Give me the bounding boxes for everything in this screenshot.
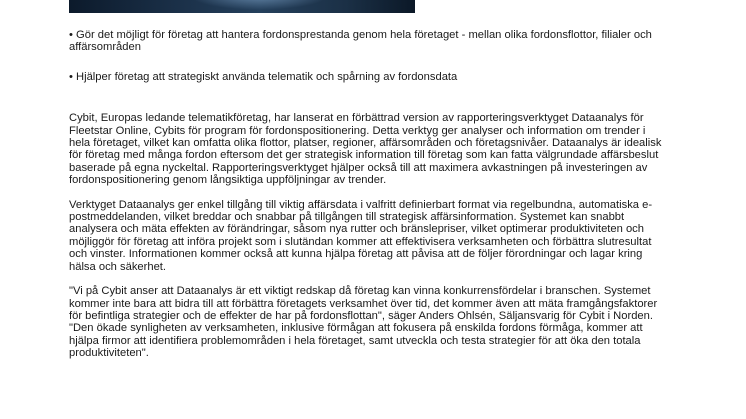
bullet-item: • Hjälper företag att strategiskt använda telematik och spårning av fordonsdata <box>69 70 458 83</box>
article-body <box>69 29 669 372</box>
header-photo <box>69 0 415 13</box>
header-photo-highlight <box>189 0 329 10</box>
paragraph: Verktyget Dataanalys ger enkel tillgång till viktig affärsdata i valfritt definierbart format via regelbundna, automatiska e-postmeddelanden, vilket breddar och snabbar på tillgången till strategisk affärsinformation. Systemet kan snabbt analysera och mäta effekten av förändringar, såsom nya rutter och bränslepriser, vilket optimerar produktiviteten och möjliggör för företag att införa projekt som i slutändan kommer att effektivisera verksamheten och förbättra slutresultat och vinster. Informationen kommer också att kunna hjälpa företag att påvisa att de följer förordningar och lagar kring hälsa och säkerhet. <box>69 198 653 273</box>
quote-paragraph: "Vi på Cybit anser att Dataanalys är ett viktigt redskap då företag kan vinna konkurrensfördelar i branschen. Systemet kommer inte bara att bidra till att förbättra företagets verksamhet över tid, det kommer även att mäta framgångsfaktorer för befintliga strategier och de effekter de har på fordonsflottan", säger Anders Ohlsén, Säljansvarig för Cybit i Norden. "Den ökade synligheten av verksamheten, inklusive förmågan att fokusera på enskilda fordons förmåga, kommer att hjälpa firmor att identifiera problemområden i hela företaget, samt utveckla och testa strategier för att öka den totala produktiviteten". <box>69 285 658 360</box>
paragraph: Cybit, Europas ledande telematikföretag, har lanserat en förbättrad version av rapporteringsverktyget Dataanalys för Fleetstar Online, Cybits för program för fordonspositionering. Detta verktyg ger analyser och information om trender i hela företaget, vilket kan omfatta olika flottor, platser, regioner, affärsområden och företagsnivåer. Dataanalys är idealisk för företag med många fordon eftersom det ger strategisk information till företag som kan fatta välgrundade affärsbeslut baserade på egna nyckeltal. Rapporteringsverktyget hjälper också till att maximera avkastningen på investeringen av fordonspositionering genom långsiktiga uppföljningar av trender. <box>69 112 662 187</box>
bullet-item: • Gör det möjligt för företag att hantera fordonsprestanda genom hela företaget - mellan olika fordonsflottor, filialer och affärsområden <box>69 29 652 54</box>
